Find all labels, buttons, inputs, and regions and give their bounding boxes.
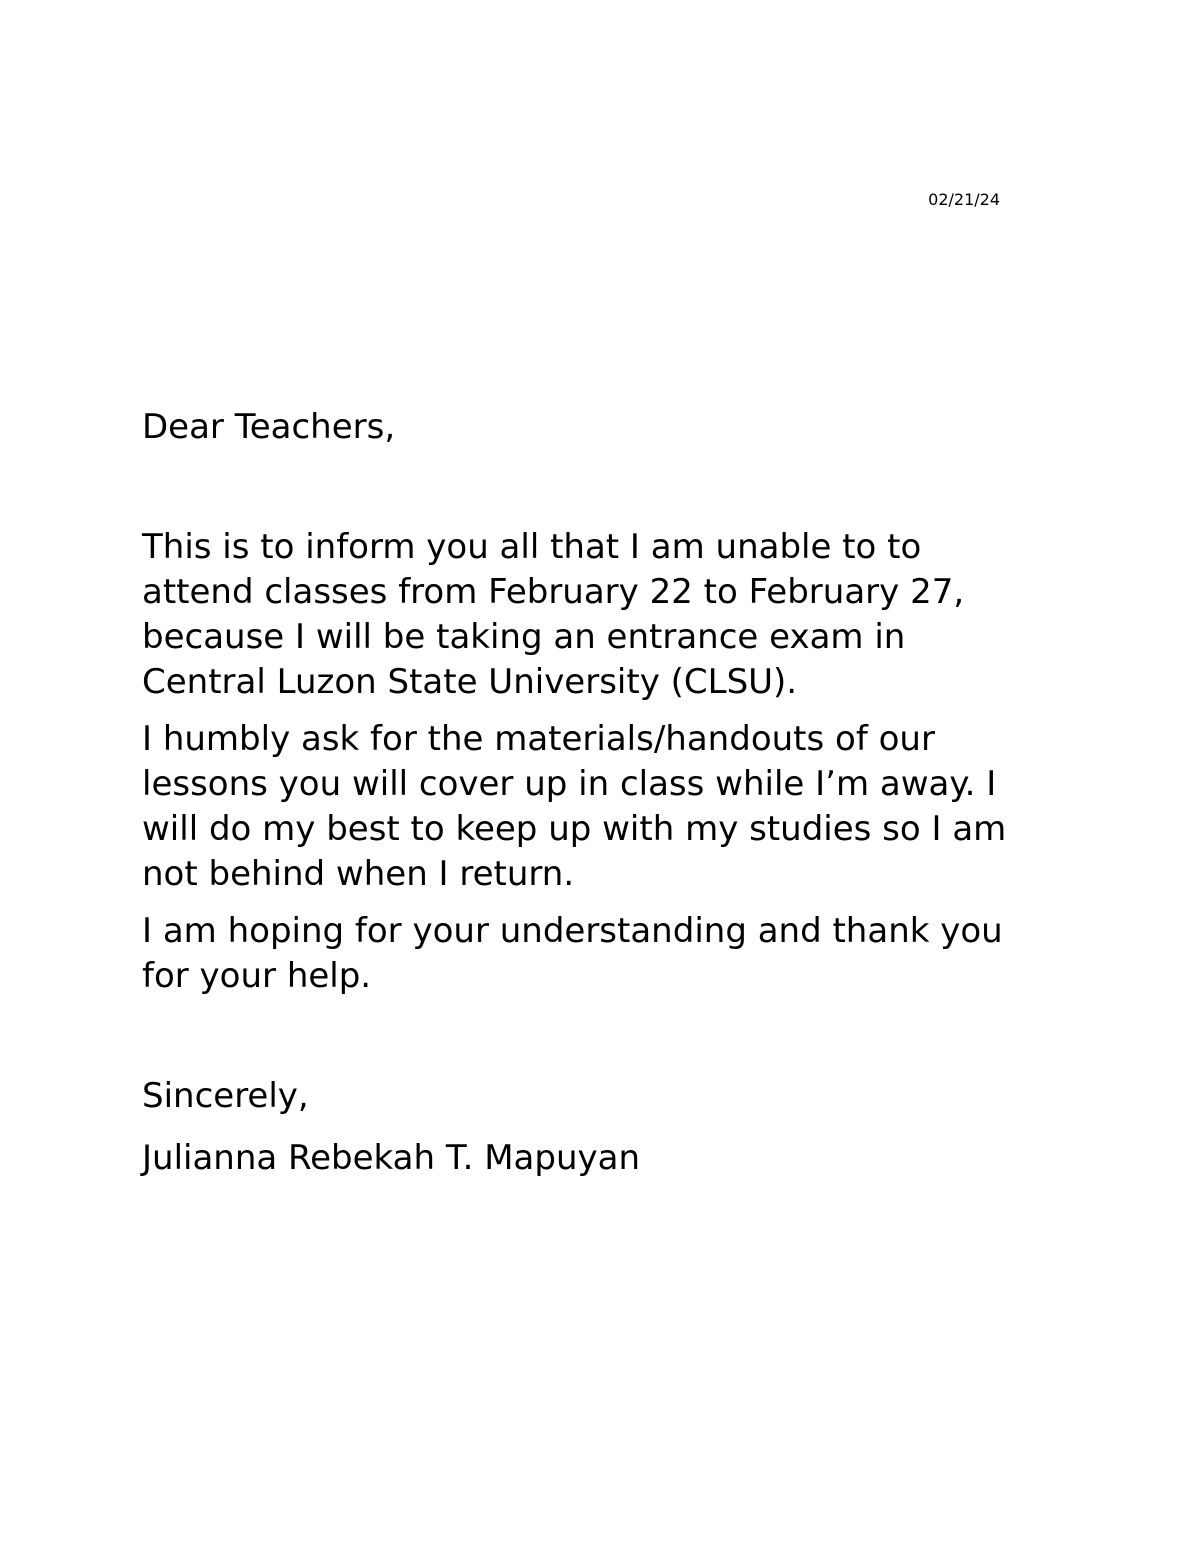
paragraph-line: This is to inform you all that I am unable to to [142, 527, 922, 567]
paragraph-line: not behind when I return. [142, 854, 575, 894]
paragraph-line: Central Luzon State University (CLSU). [142, 662, 798, 702]
paragraph-line: for your help. [142, 956, 372, 996]
paragraph-line: attend classes from February 22 to February 27, [142, 572, 965, 612]
paragraph-materials-request [142, 717, 1062, 897]
paragraph-line: lessons you will cover up in class while I’m away. I [142, 764, 997, 804]
paragraph-line: because I will be taking an entrance exam in [142, 617, 906, 657]
salutation: Dear Teachers, [142, 407, 396, 447]
paragraph-line: I am hoping for your understanding and thank you [142, 911, 1003, 951]
paragraph-line: will do my best to keep up with my studies so I am [142, 809, 1007, 849]
signature-name: Julianna Rebekah T. Mapuyan [142, 1138, 640, 1178]
paragraph-thanks [142, 909, 1062, 999]
closing: Sincerely, [142, 1076, 309, 1116]
paragraph-line: I humbly ask for the materials/handouts of our [142, 719, 935, 759]
letter-date: 02/21/24 [928, 190, 1000, 209]
paragraph-absence-notice [142, 525, 1062, 705]
